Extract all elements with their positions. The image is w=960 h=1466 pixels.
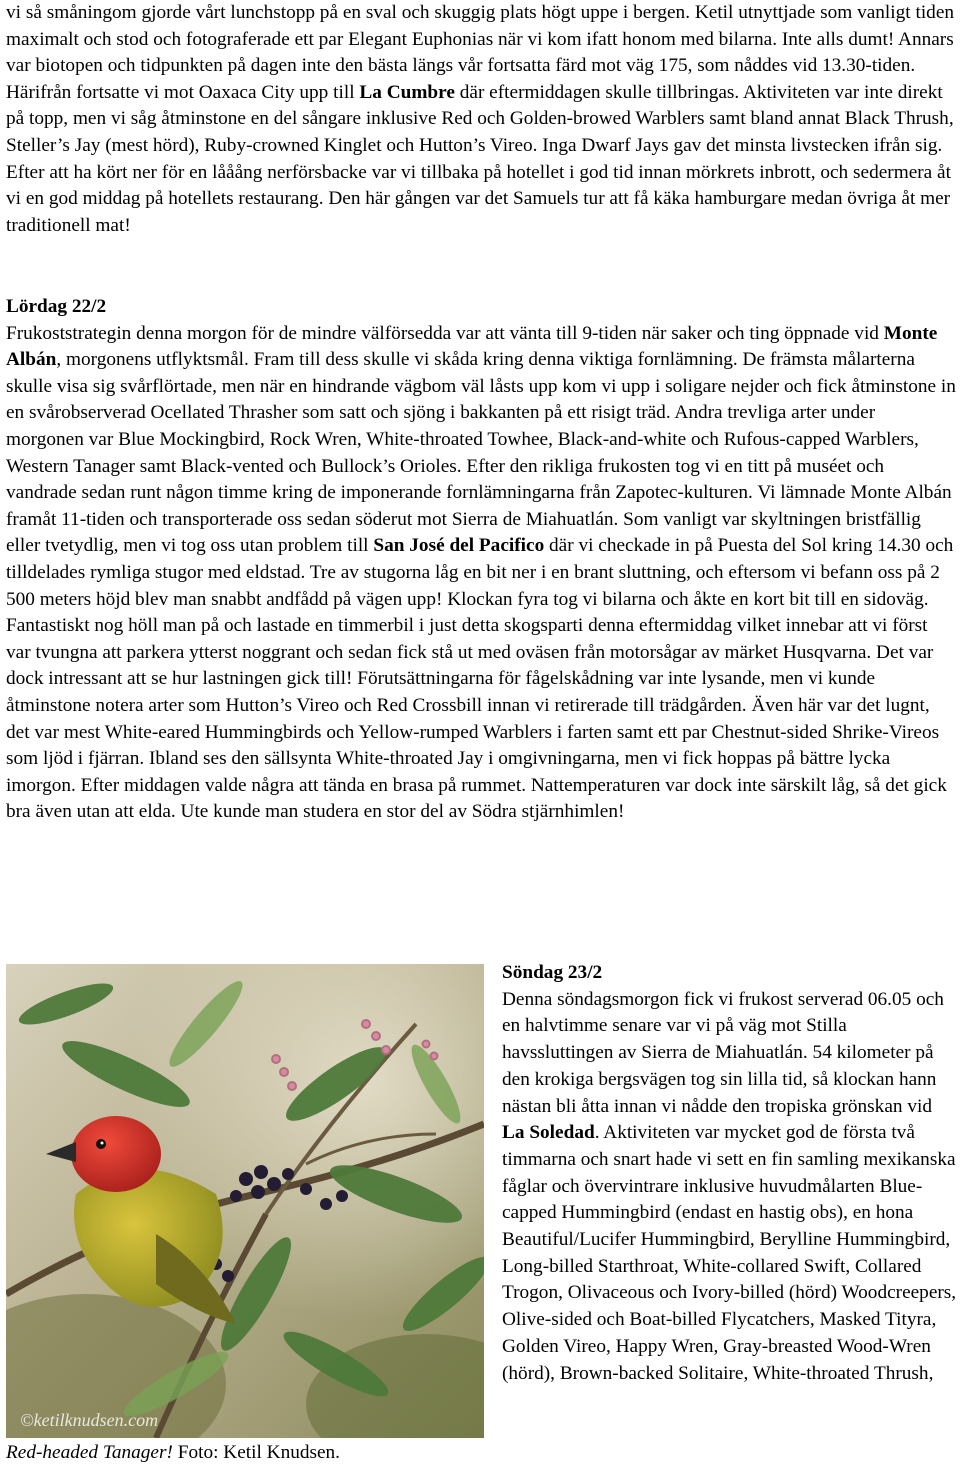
caption-species: Red-headed Tanager! [6,1442,173,1463]
intro-text-1: vi så småningom gjorde vårt lunchstopp på en sval och skuggig plats högt uppe i bergen. Ketil utnyttjade som vanligt tiden maximalt och stod och fotograferade ett par Elegant Euphonias när vi kom ifatt honom med bilarna. Inte alls dumt! Annars var biotopen och tidpunkten på dagen inte den bästa längs vår fortsatta färd mot väg 175, som nåddes vid 13.30-tiden. Härifrån fortsatte vi mot Oaxaca City upp till [6,2,955,103]
intro-text-2: där eftermiddagen skulle tillbringas. Aktiviteten var inte direkt på topp, men vi såg åtminstone en del sångare inklusive Red och Golden-browed Warblers samt bland annat Black Thrush, Steller’s Jay (mest hörd), Ruby-crowned Kinglet och Hutton’s Vireo. Inga Dwarf Jays gav det minsta livstecken ifrån sig. Efter att ha kört ner för en lååång nerförsbacke var vi tillbaka på hotellet i god tid innan mörkrets inbrott, och sedermera åt vi en god middag på hotellets restaurang. Den här gången var det Samuels tur att få käka hamburgare medan övriga åt mer traditionell mat! [6,81,954,236]
photo-watermark: ©ketilknudsen.com [20,1410,159,1430]
sunday-section [502,960,958,1387]
place-monte-alban: Monte Albán [6,322,938,371]
sunday-text-2: . Aktiviteten var mycket god de första två timmarna och snart hade vi sett en fin samling mexikanska fåglar och övervintrare inklusive huvudmålarten Blue-capped Hummingbird (endast en hastig obs), en hona Beautiful/Lucifer Hummingbird, Berylline Hummingbird, Long-billed Starthroat, White-collared Swift, Collared Trogon, Olivaceous och Ivory-billed (hörd) Woodcreepers, Olive-sided och Boat-billed Flycatchers, Masked Tityra, Golden Vireo, Happy Wren, Gray-breasted Wood-Wren (hörd), Brown-backed Solitaire, White-throated Thrush, [502,1122,957,1384]
saturday-text-2: , morgonens utflyktsmål. Fram till dess skulle vi skåda kring denna viktiga fornlämning. De främsta målarterna skulle visa sig svårflörtade, men när en hindrande vägbom väl låsts upp kom vi upp i soligare nejder och fick åtminstone in en svårobserverad Ocellated Thrasher som satt och sjöng i bakkanten på ett risigt träd. Andra trevliga arter under morgonen var Blue Mockingbird, Rock Wren, White-throated Towhee, Black-and-white och Rufous-capped Warblers, Western Tanager samt Black-vented och Bullock’s Orioles. Efter den rikliga frukosten tog vi en titt på muséet och vandrade sedan runt någon timme kring de imponerande fornlämningarna från Zapotec-kulturen. Vi lämnade Monte Albán framåt 11-tiden och transporterade oss sedan söderut mot Sierra de Miahuatlán. Som vanligt var skyltningen bristfällig eller tvetydlig, men vi tog oss utan problem till [6,349,956,557]
place-la-soledad: La Soledad [502,1122,595,1144]
bird-photo [6,964,484,1438]
place-la-cumbre: La Cumbre [359,81,455,103]
intro-paragraph [6,0,956,239]
sunday-text-1: Denna söndagsmorgon fick vi frukost serverad 06.05 och en halvtimme senare var vi på väg mot Stilla havssluttingen av Sierra de Miahuatlán. 54 kilometer på den krokiga bergsvägen tog sin lilla tid, så klockan hann nästan bli åtta innan vi nådde den tropiska grönskan vid [502,988,944,1117]
photo-caption [6,1441,486,1465]
red-headed-tanager-image [6,964,484,1438]
saturday-heading: Lördag 22/2 [6,296,107,317]
saturday-text-1: Frukoststrategin denna morgon för de mindre välförsedda var att vänta till 9-tiden när saker och ting öppnade vid [6,322,884,344]
saturday-text-3: där vi checkade in på Puesta del Sol kring 14.30 och tilldelades rymliga stugor med eldstad. Tre av stugorna låg en bit ner i en brant sluttning, och eftersom vi befann oss på 2 500 meters höjd blev man snabbt andfådd på vägen upp! Klockan fyra tog vi bilarna och åkte en kort bit till en sidoväg. Fantastiskt nog höll man på och lastade en timmerbil i just detta skogsparti denna eftermiddag vilket innebar att vi först var tvungna att parkera ytterst noggrant och sedan fick stå ut med oväsen från motorsågar av märket Husqvarna. Det var dock intressant att se hur lastningen gick till! Förutsättningarna för fågelskådning var inte lysande, men vi kunde åtminstone notera arter som Hutton’s Vireo och Red Crossbill innan vi retirerade till trädgården. Även här var det lugnt, det var mest White-eared Hummingbirds och Yellow-rumped Warblers i farten samt ett par Chestnut-sided Shrike-Vireos som ljöd i fjärran. Ibland ses den sällsynta White-throated Jay i omgivningarna, men vi fick hoppas på bättre lycka imorgon. Efter middagen valde några att tända en brasa på rummet. Nattemperaturen var dock inte särskilt låg, så det gick bra även utan att elda. Ute kunde man studera en stor del av Södra stjärnhimlen! [6,535,954,823]
caption-credit: Foto: Ketil Knudsen. [172,1442,341,1463]
place-san-jose-del-pacifico: San José del Pacifico [373,535,545,557]
sunday-heading: Söndag 23/2 [502,962,603,983]
saturday-section [6,294,956,826]
